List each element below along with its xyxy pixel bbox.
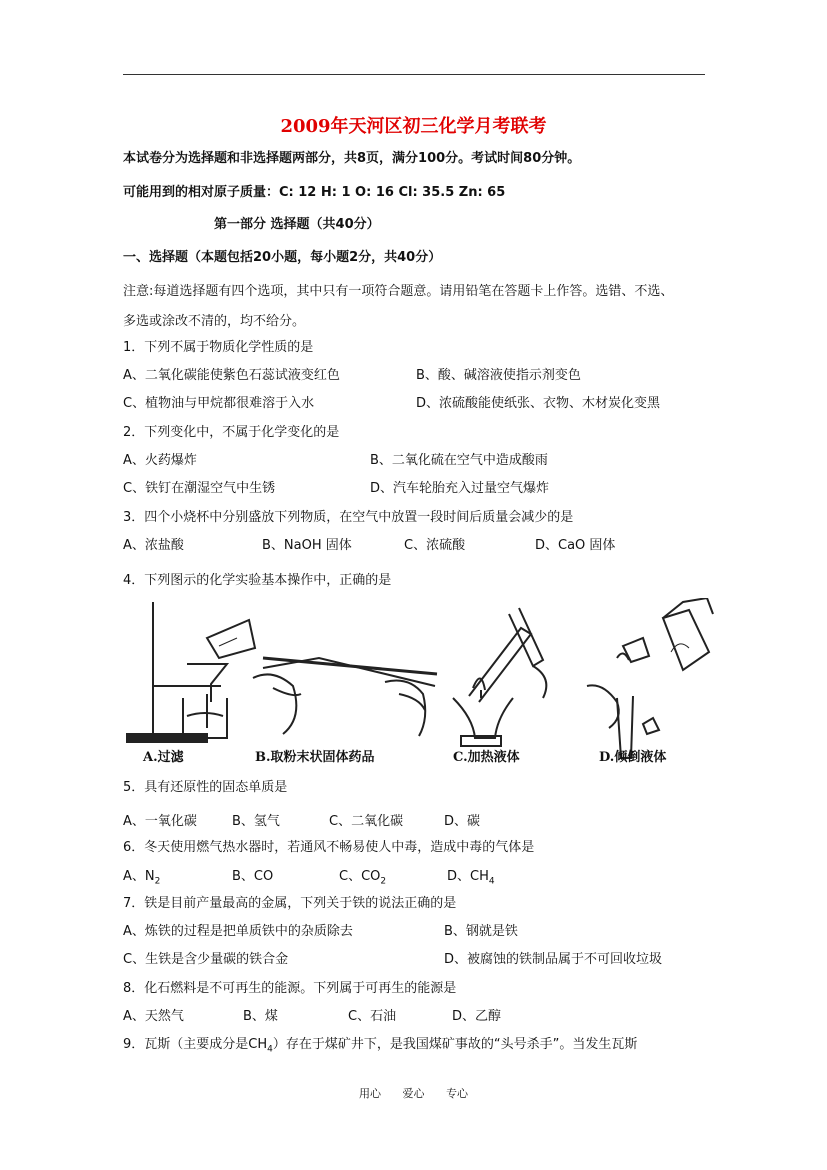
q8-option-d: D、乙醇 (452, 1009, 502, 1024)
footer-word-1: 用心 (359, 1087, 381, 1100)
q6-option-b: B、CO (232, 869, 274, 884)
filtration-apparatus (127, 602, 255, 742)
lab-operations-figure (123, 598, 753, 766)
header-rule (123, 74, 705, 75)
q3-option-a: A、浓盐酸 (123, 538, 184, 553)
question-9: 9．瓦斯（主要成分是$CH_4$）存在于煤矿井下，是我国煤矿事故的“头号杀手”。当发生瓦斯 (123, 1037, 638, 1055)
atomic-mass-line: 可能用到的相对原子质量：C: 12 H: 1 O: 16 Cl: 35.5 Zn: 65 (123, 185, 506, 200)
question-6: 6．冬天使用燃气热水器时，若通风不畅易使人中毒，造成中毒的气体是 (123, 840, 535, 855)
q7-option-a: A、炼铁的过程是把单质铁中的杂质除去 (123, 924, 353, 939)
section-one-heading: 一、选择题（本题包括20小题，每小题2分，共40分） (123, 250, 442, 265)
q3-option-d: D、CaO 固体 (535, 538, 616, 553)
page-footer (0, 1085, 827, 1101)
caption-a: A.过滤 (143, 750, 184, 765)
q5-option-b: B、氢气 (232, 814, 280, 829)
question-3: 3．四个小烧杯中分别盛放下列物质，在空气中放置一段时间后质量会减少的是 (123, 510, 574, 525)
question-5: 5．具有还原性的固态单质是 (123, 780, 288, 795)
pouring-setup (587, 598, 713, 758)
question-2: 2．下列变化中，不属于化学变化的是 (123, 425, 340, 440)
q6-option-a: A、$N_2$ (123, 869, 161, 887)
heating-setup (453, 608, 546, 746)
q2-option-a: A、火药爆炸 (123, 453, 197, 468)
question-8: 8．化石燃料是不可再生的能源。下列属于可再生的能源是 (123, 981, 457, 996)
part-one-heading: 第一部分 选择题（共40分） (214, 217, 380, 232)
q2-option-b: B、二氧化硫在空气中造成酸雨 (370, 453, 548, 468)
powder-sampling (253, 658, 437, 736)
caption-d: D.倾倒液体 (599, 750, 667, 765)
q3-option-c: C、浓硫酸 (404, 538, 466, 553)
footer-word-3: 专心 (446, 1087, 468, 1100)
q5-option-a: A、一氧化碳 (123, 814, 197, 829)
q1-option-b: B、酸、碱溶液使指示剂变色 (416, 368, 581, 383)
notice-line-2: 多选或涂改不清的，均不给分。 (123, 314, 306, 329)
q2-option-d: D、汽车轮胎充入过量空气爆炸 (370, 481, 550, 496)
q1-option-a: A、二氧化碳能使紫色石蕊试液变红色 (123, 368, 340, 383)
q2-option-c: C、铁钉在潮湿空气中生锈 (123, 481, 276, 496)
q8-option-c: C、石油 (348, 1009, 397, 1024)
q7-option-b: B、钢就是铁 (444, 924, 518, 939)
footer-word-2: 爱心 (402, 1087, 425, 1100)
question-7: 7．铁是目前产量最高的金属，下列关于铁的说法正确的是 (123, 896, 457, 911)
page-title: 2009年天河区初三化学月考联考 (280, 116, 547, 137)
question-1: 1．下列不属于物质化学性质的是 (123, 340, 314, 355)
q7-option-d: D、被腐蚀的铁制品属于不可回收垃圾 (444, 952, 663, 967)
caption-c: C.加热液体 (453, 750, 520, 765)
exam-intro: 本试卷分为选择题和非选择题两部分，共8页，满分100分。考试时间80分钟。 (123, 151, 581, 166)
q3-option-b: B、NaOH 固体 (262, 538, 352, 553)
q6-option-c: C、$CO_2$ (339, 869, 387, 887)
question-4: 4．下列图示的化学实验基本操作中，正确的是 (123, 573, 392, 588)
q8-option-a: A、天然气 (123, 1009, 184, 1024)
caption-b: B.取粉末状固体药品 (255, 750, 375, 765)
lab-figure-svg (123, 598, 753, 766)
q7-option-c: C、生铁是含少量碳的铁合金 (123, 952, 289, 967)
q5-option-d: D、碳 (444, 814, 481, 829)
q1-option-c: C、植物油与甲烷都很难溶于入水 (123, 396, 315, 411)
notice-line-1: 注意:每道选择题有四个选项，其中只有一项符合题意。请用铅笔在答题卡上作答。选错、不选、 (123, 284, 674, 299)
q5-option-c: C、二氧化碳 (329, 814, 404, 829)
q1-option-d: D、浓硫酸能使纸张、衣物、木材炭化变黑 (416, 396, 661, 411)
q6-option-d: D、$CH_4$ (447, 869, 495, 887)
q8-option-b: B、煤 (243, 1009, 278, 1024)
